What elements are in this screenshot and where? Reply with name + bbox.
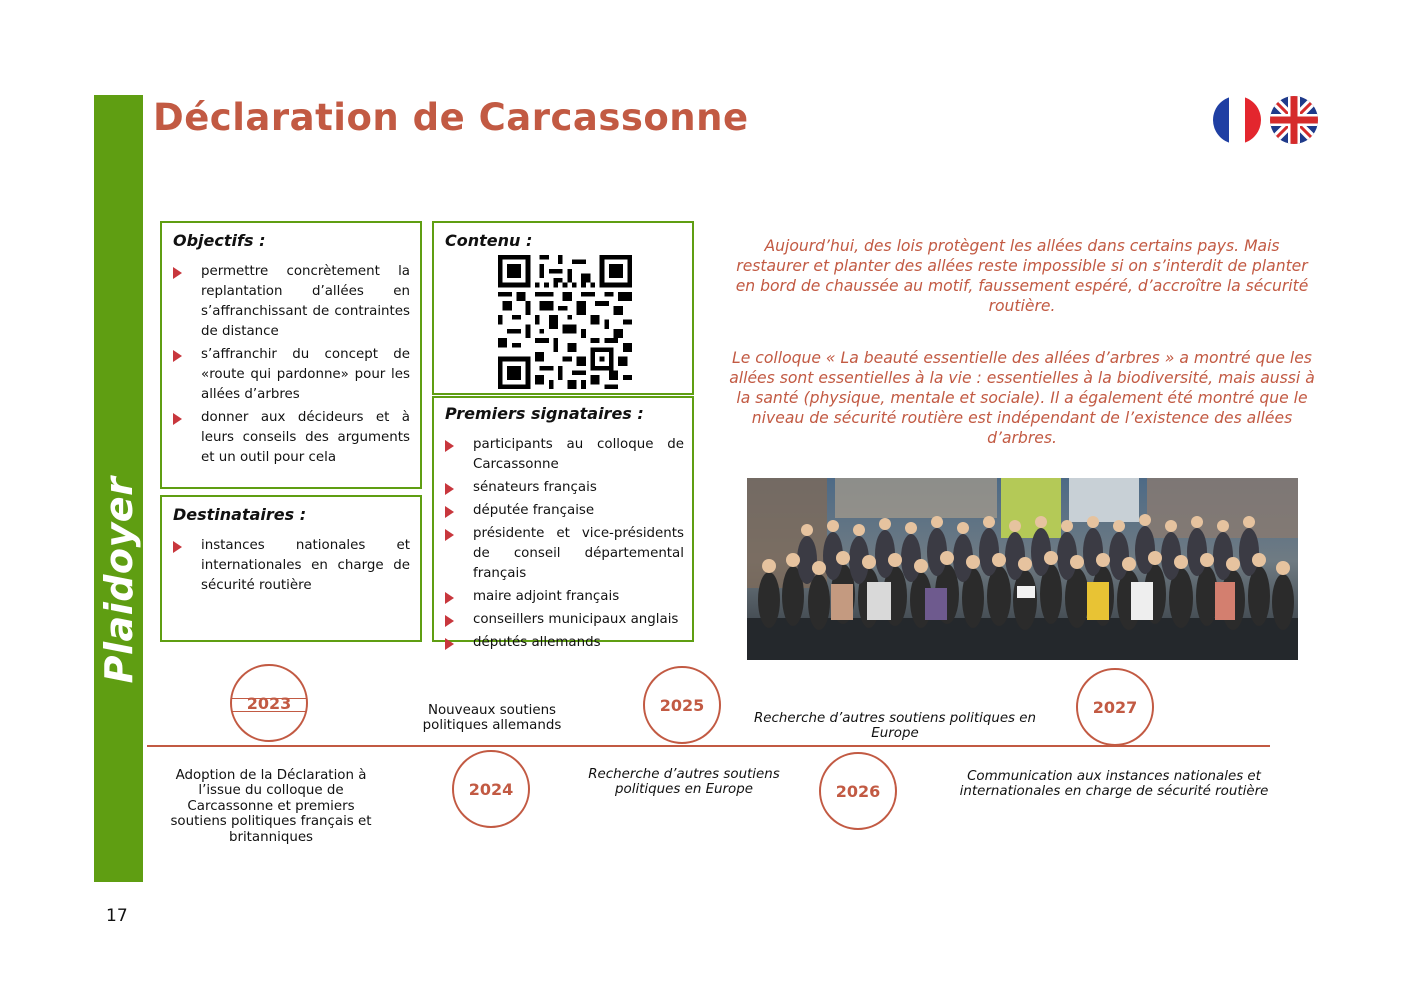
list-item: députée française <box>445 501 684 521</box>
bullet-icon <box>173 541 182 553</box>
bullet-icon <box>445 529 454 541</box>
year-label: 2027 <box>1092 697 1138 717</box>
bullet-icon <box>445 483 454 495</box>
bullet-icon <box>445 592 454 604</box>
timeline-text-2027: Communication aux instances nationales et internationales en charge de sécurité routière <box>959 769 1269 800</box>
list-item: donner aux décideurs et à leurs conseils des arguments et un outil pour cela <box>173 408 410 468</box>
contenu-title: Contenu : <box>445 231 533 250</box>
year-2027-circle <box>1076 668 1154 746</box>
list-item: présidente et vice-présidents de conseil départemental français <box>445 524 684 584</box>
bullet-icon <box>445 615 454 627</box>
qr-code-icon[interactable] <box>498 255 632 389</box>
bullet-icon <box>173 267 182 279</box>
list-item: députés allemands <box>445 633 684 653</box>
list-item: permettre concrètement la replantation d’allées en s’affranchissant de contraintes de distance <box>173 262 410 342</box>
bullet-icon <box>445 440 454 452</box>
bullet-icon <box>173 413 182 425</box>
quote-paragraph-1: Aujourd’hui, des lois protègent les allées dans certains pays. Mais restaurer et planter des allées reste impossible si on s’interdit de planter en bord de chaussée au motif, faussement espéré, d’accroître la sécurité routière. <box>735 237 1309 315</box>
year-2024-circle <box>452 750 530 828</box>
contenu-box <box>432 221 694 395</box>
group-photo <box>747 478 1298 660</box>
france-flag-icon[interactable] <box>1213 96 1261 144</box>
timeline-line <box>147 745 1270 747</box>
timeline-text-2024: Nouveaux soutiens politiques allemands <box>422 703 562 734</box>
year-2025-circle <box>643 666 721 744</box>
timeline-text-2026: Recherche d’autres soutiens politiques en Europe <box>753 711 1037 742</box>
list-item: s’affranchir du concept de «route qui pardonne» pour les allées d’arbres <box>173 345 410 405</box>
list-item: participants au colloque de Carcassonne <box>445 435 684 475</box>
year-label: 2025 <box>659 695 705 715</box>
year-2026-circle <box>819 752 897 830</box>
signataires-box <box>432 396 694 650</box>
timeline-text-2023: Adoption de la Déclaration à l’issue du colloque de Carcassonne et premiers soutiens politiques français et britanniques <box>170 768 372 845</box>
destinataires-title: Destinataires : <box>173 505 307 524</box>
list-item: instances nationales et internationales en charge de sécurité routière <box>173 536 410 596</box>
list-item: maire adjoint français <box>445 587 684 607</box>
objectifs-box <box>160 221 422 489</box>
signataires-list <box>445 435 684 653</box>
page-title: Déclaration de Carcassonne <box>153 96 749 139</box>
list-item: conseillers municipaux anglais <box>445 610 684 630</box>
side-bar <box>94 95 143 882</box>
year-label: 2026 <box>835 781 881 801</box>
page-number: 17 <box>106 906 128 926</box>
year-label: 2024 <box>468 779 514 799</box>
destinataires-list <box>173 536 410 596</box>
timeline-text-2025: Recherche d’autres soutiens politiques en Europe <box>588 767 780 798</box>
objectifs-title: Objectifs : <box>173 231 266 250</box>
year-2023-circle <box>230 664 308 742</box>
uk-flag-icon[interactable] <box>1270 96 1318 144</box>
objectifs-list <box>173 262 410 468</box>
year-label: 2023 <box>246 693 292 713</box>
side-label <box>94 95 143 882</box>
signataires-title: Premiers signataires : <box>445 404 644 423</box>
destinataires-box <box>160 495 422 642</box>
bullet-icon <box>173 350 182 362</box>
side-label-text: Plaidoyer <box>96 476 141 684</box>
bullet-icon <box>445 638 454 650</box>
list-item: sénateurs français <box>445 478 684 498</box>
bullet-icon <box>445 506 454 518</box>
quote-paragraph-2: Le colloque « La beauté essentielle des allées d’arbres » a montré que les allées sont essentielles à la vie : essentielles à la biodiversité, mais aussi à la santé (physique, mentale et sociale). Il a également été montré que le niveau de sécurité routière est indépendant de l’existence des allées d’arbres. <box>729 349 1315 447</box>
